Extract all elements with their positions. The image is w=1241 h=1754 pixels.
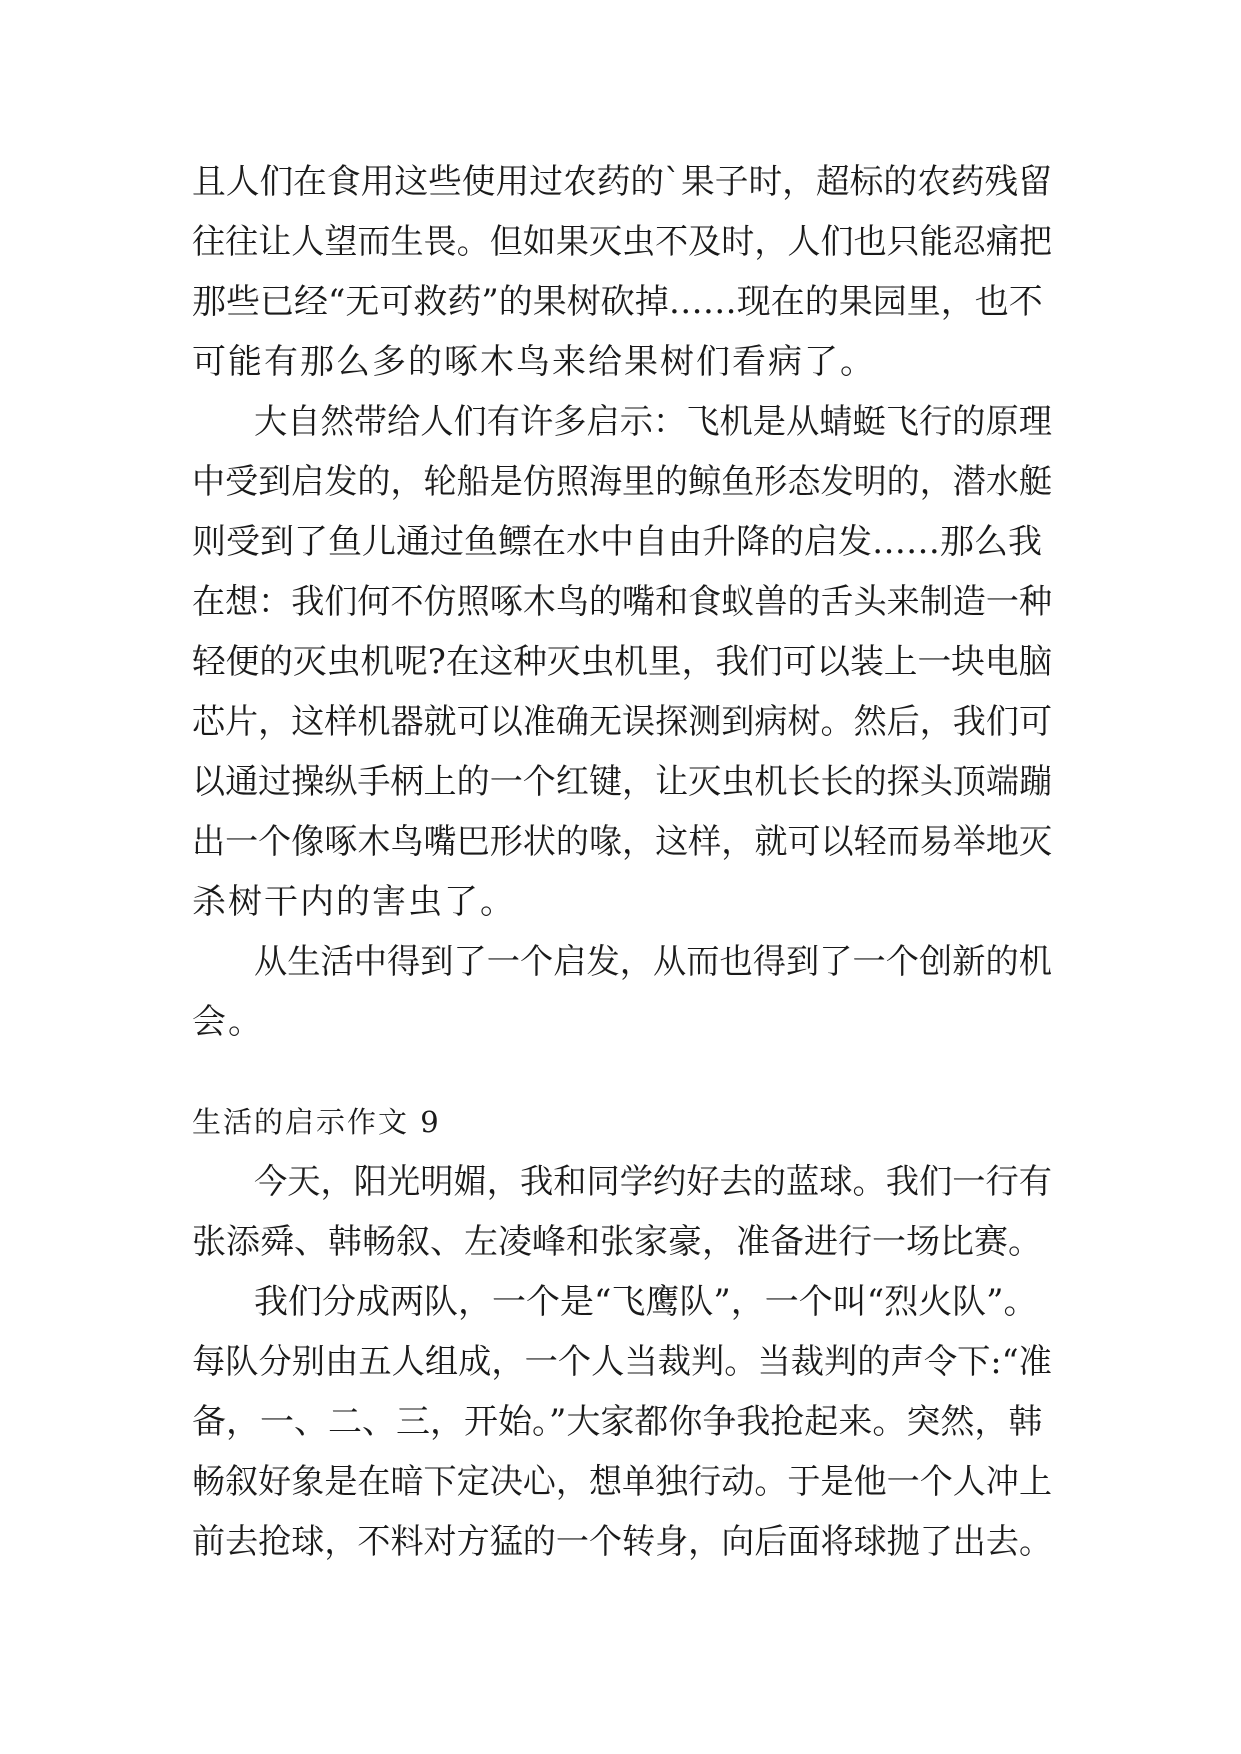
- text-line: 往往让人望而生畏。但如果灭虫不及时，人们也只能忍痛把: [192, 222, 1053, 262]
- text-line: 且人们在食用这些使用过农药的`果子时，超标的农药残留: [192, 162, 1052, 202]
- text-line: 在想：我们何不仿照啄木鸟的嘴和食蚁兽的舌头来制造一种: [192, 582, 1053, 622]
- text-line: 可能有那么多的啄木鸟来给果树们看病了。: [192, 342, 876, 382]
- text-line: 出一个像啄木鸟嘴巴形状的喙，这样，就可以轻而易举地灭: [192, 822, 1053, 862]
- section-heading: 生活的启示作文 9: [192, 1105, 441, 1139]
- text-line: 那些已经“无可救药”的果树砍掉……现在的果园里，也不: [192, 282, 1043, 322]
- text-line: 备，一、二、三，开始。”大家都你争我抢起来。突然，韩: [192, 1402, 1043, 1442]
- text-line: 轻便的灭虫机呢?在这种灭虫机里，我们可以装上一块电脑: [192, 642, 1053, 682]
- text-line: 大自然带给人们有许多启示：飞机是从蜻蜓飞行的原理: [254, 402, 1052, 442]
- text-line: 每队分别由五人组成，一个人当裁判。当裁判的声令下:“准: [192, 1342, 1052, 1382]
- text-line: 我们分成两队，一个是“飞鹰队”，一个叫“烈火队”。: [254, 1282, 1038, 1322]
- text-line: 前去抢球，不料对方猛的一个转身，向后面将球抛了出去。: [192, 1522, 1053, 1562]
- text-line: 畅叙好象是在暗下定决心，想单独行动。于是他一个人冲上: [192, 1462, 1053, 1502]
- text-line: 中受到启发的，轮船是仿照海里的鲸鱼形态发明的，潜水艇: [192, 462, 1053, 502]
- text-line: 则受到了鱼儿通过鱼鳔在水中自由升降的启发……那么我: [192, 522, 1042, 562]
- text-line: 芯片，这样机器就可以准确无误探测到病树。然后，我们可: [192, 702, 1053, 742]
- text-line: 会。: [192, 1002, 264, 1042]
- text-line: 杀树干内的害虫了。: [192, 882, 516, 922]
- text-line: 今天，阳光明媚，我和同学约好去的蓝球。我们一行有: [254, 1162, 1052, 1202]
- text-line: 从生活中得到了一个启发，从而也得到了一个创新的机: [254, 942, 1052, 982]
- text-line: 张添舜、韩畅叙、左凌峰和张家豪，准备进行一场比赛。: [192, 1222, 1042, 1262]
- text-line: 以通过操纵手柄上的一个红键，让灭虫机长长的探头顶端蹦: [192, 762, 1053, 802]
